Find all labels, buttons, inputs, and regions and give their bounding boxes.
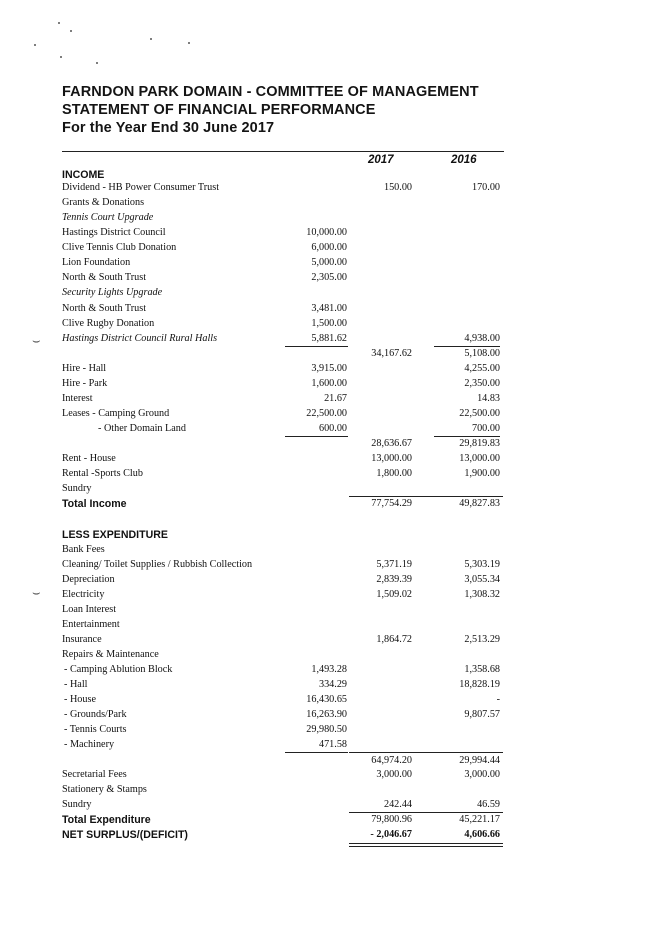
scan-speck [96, 62, 98, 64]
scan-speck [70, 30, 72, 32]
statement-title: STATEMENT OF FINANCIAL PERFORMANCE [62, 102, 376, 118]
scan-speck [58, 22, 60, 24]
table-row: Depreciation 2,839.39 3,055.34 [62, 574, 500, 585]
period-title: For the Year End 30 June 2017 [62, 120, 275, 136]
table-row: - Camping Ablution Block 1,493.28 1,358.68 [64, 664, 500, 675]
total-expenditure-row: Total Expenditure 79,800.96 45,221.17 [62, 814, 500, 826]
column-header-2017: 2017 [368, 154, 394, 166]
subtotal-row: 34,167.62 5,108.00 [371, 348, 500, 359]
table-row: Repairs & Maintenance [62, 649, 159, 660]
table-row: Bank Fees [62, 544, 105, 555]
table-row: North & South Trust 3,481.00 [62, 303, 347, 314]
pen-tick-mark: ⌣ [32, 334, 41, 349]
table-row: - House 16,430.65 - [64, 694, 500, 705]
table-row: Electricity 1,509.02 1,308.32 [62, 589, 500, 600]
scan-speck [60, 56, 62, 58]
subtotal-rule [285, 752, 348, 753]
table-row: Security Lights Upgrade [62, 287, 163, 298]
table-row: Dividend - HB Power Consumer Trust 150.00 170.00 [62, 182, 500, 193]
section-heading-expenditure: LESS EXPENDITURE [62, 529, 168, 541]
table-row: Sundry 242.44 46.59 [62, 799, 500, 810]
table-row: Tennis Court Upgrade [62, 212, 154, 223]
table-row: Leases - Camping Ground 22,500.00 22,500.00 [62, 408, 500, 419]
table-row: Grants & Donations [62, 197, 145, 208]
table-row: Clive Rugby Donation 1,500.00 [62, 318, 347, 329]
total-rule [349, 812, 503, 813]
double-underline [349, 843, 503, 847]
table-row: Entertainment [62, 619, 120, 630]
scan-speck [150, 38, 152, 40]
table-row: Clive Tennis Club Donation 6,000.00 [62, 242, 347, 253]
table-row: - Grounds/Park 16,263.90 9,807.57 [64, 709, 500, 720]
table-row: Hire - Park 1,600.00 2,350.00 [62, 378, 500, 389]
table-row: Secretarial Fees 3,000.00 3,000.00 [62, 769, 500, 780]
pen-tick-mark: ⌣ [32, 586, 41, 601]
column-header-2016: 2016 [451, 154, 477, 166]
table-row: Insurance 1,864.72 2,513.29 [62, 634, 500, 645]
table-row: Hastings District Council Rural Halls 5,881.62 4,938.00 [62, 333, 500, 344]
table-row: Rental -Sports Club 1,800.00 1,900.00 [62, 468, 500, 479]
subtotal-rule [285, 436, 348, 437]
header-rule [62, 151, 504, 152]
table-row: Hastings District Council 10,000.00 [62, 227, 347, 238]
subtotal-rule [285, 346, 348, 347]
table-row: Sundry [62, 483, 92, 494]
subtotal-rule [434, 346, 500, 347]
table-row: Loan Interest [62, 604, 117, 615]
table-row: - Tennis Courts 29,980.50 [64, 724, 347, 735]
total-rule [349, 496, 503, 497]
table-row: North & South Trust 2,305.00 [62, 272, 347, 283]
subtotal-row: 28,636.67 29,819.83 [371, 438, 500, 449]
table-row: Interest 21.67 14.83 [62, 393, 500, 404]
total-income-row: Total Income 77,754.29 49,827.83 [62, 498, 500, 510]
subtotal-row: 64,974.20 29,994.44 [371, 755, 500, 766]
document-title: FARNDON PARK DOMAIN - COMMITTEE OF MANAGEMENT [62, 84, 479, 100]
scan-speck [188, 42, 190, 44]
subtotal-rule [349, 752, 503, 753]
table-row: Stationery & Stamps [62, 784, 147, 795]
table-row: Cleaning/ Toilet Supplies / Rubbish Collection 5,371.19 5,303.19 [62, 559, 500, 570]
table-row: Rent - House 13,000.00 13,000.00 [62, 453, 500, 464]
subtotal-rule [434, 436, 500, 437]
scan-speck [34, 44, 36, 46]
table-row: - Other Domain Land 600.00 700.00 [98, 423, 500, 434]
table-row: Lion Foundation 5,000.00 [62, 257, 347, 268]
table-row: - Machinery 471.58 [64, 739, 347, 750]
net-surplus-row: NET SURPLUS/(DEFICIT) - 2,046.67 4,606.66 [62, 829, 500, 841]
table-row: Hire - Hall 3,915.00 4,255.00 [62, 363, 500, 374]
section-heading-income: INCOME [62, 169, 105, 181]
table-row: - Hall 334.29 18,828.19 [64, 679, 500, 690]
